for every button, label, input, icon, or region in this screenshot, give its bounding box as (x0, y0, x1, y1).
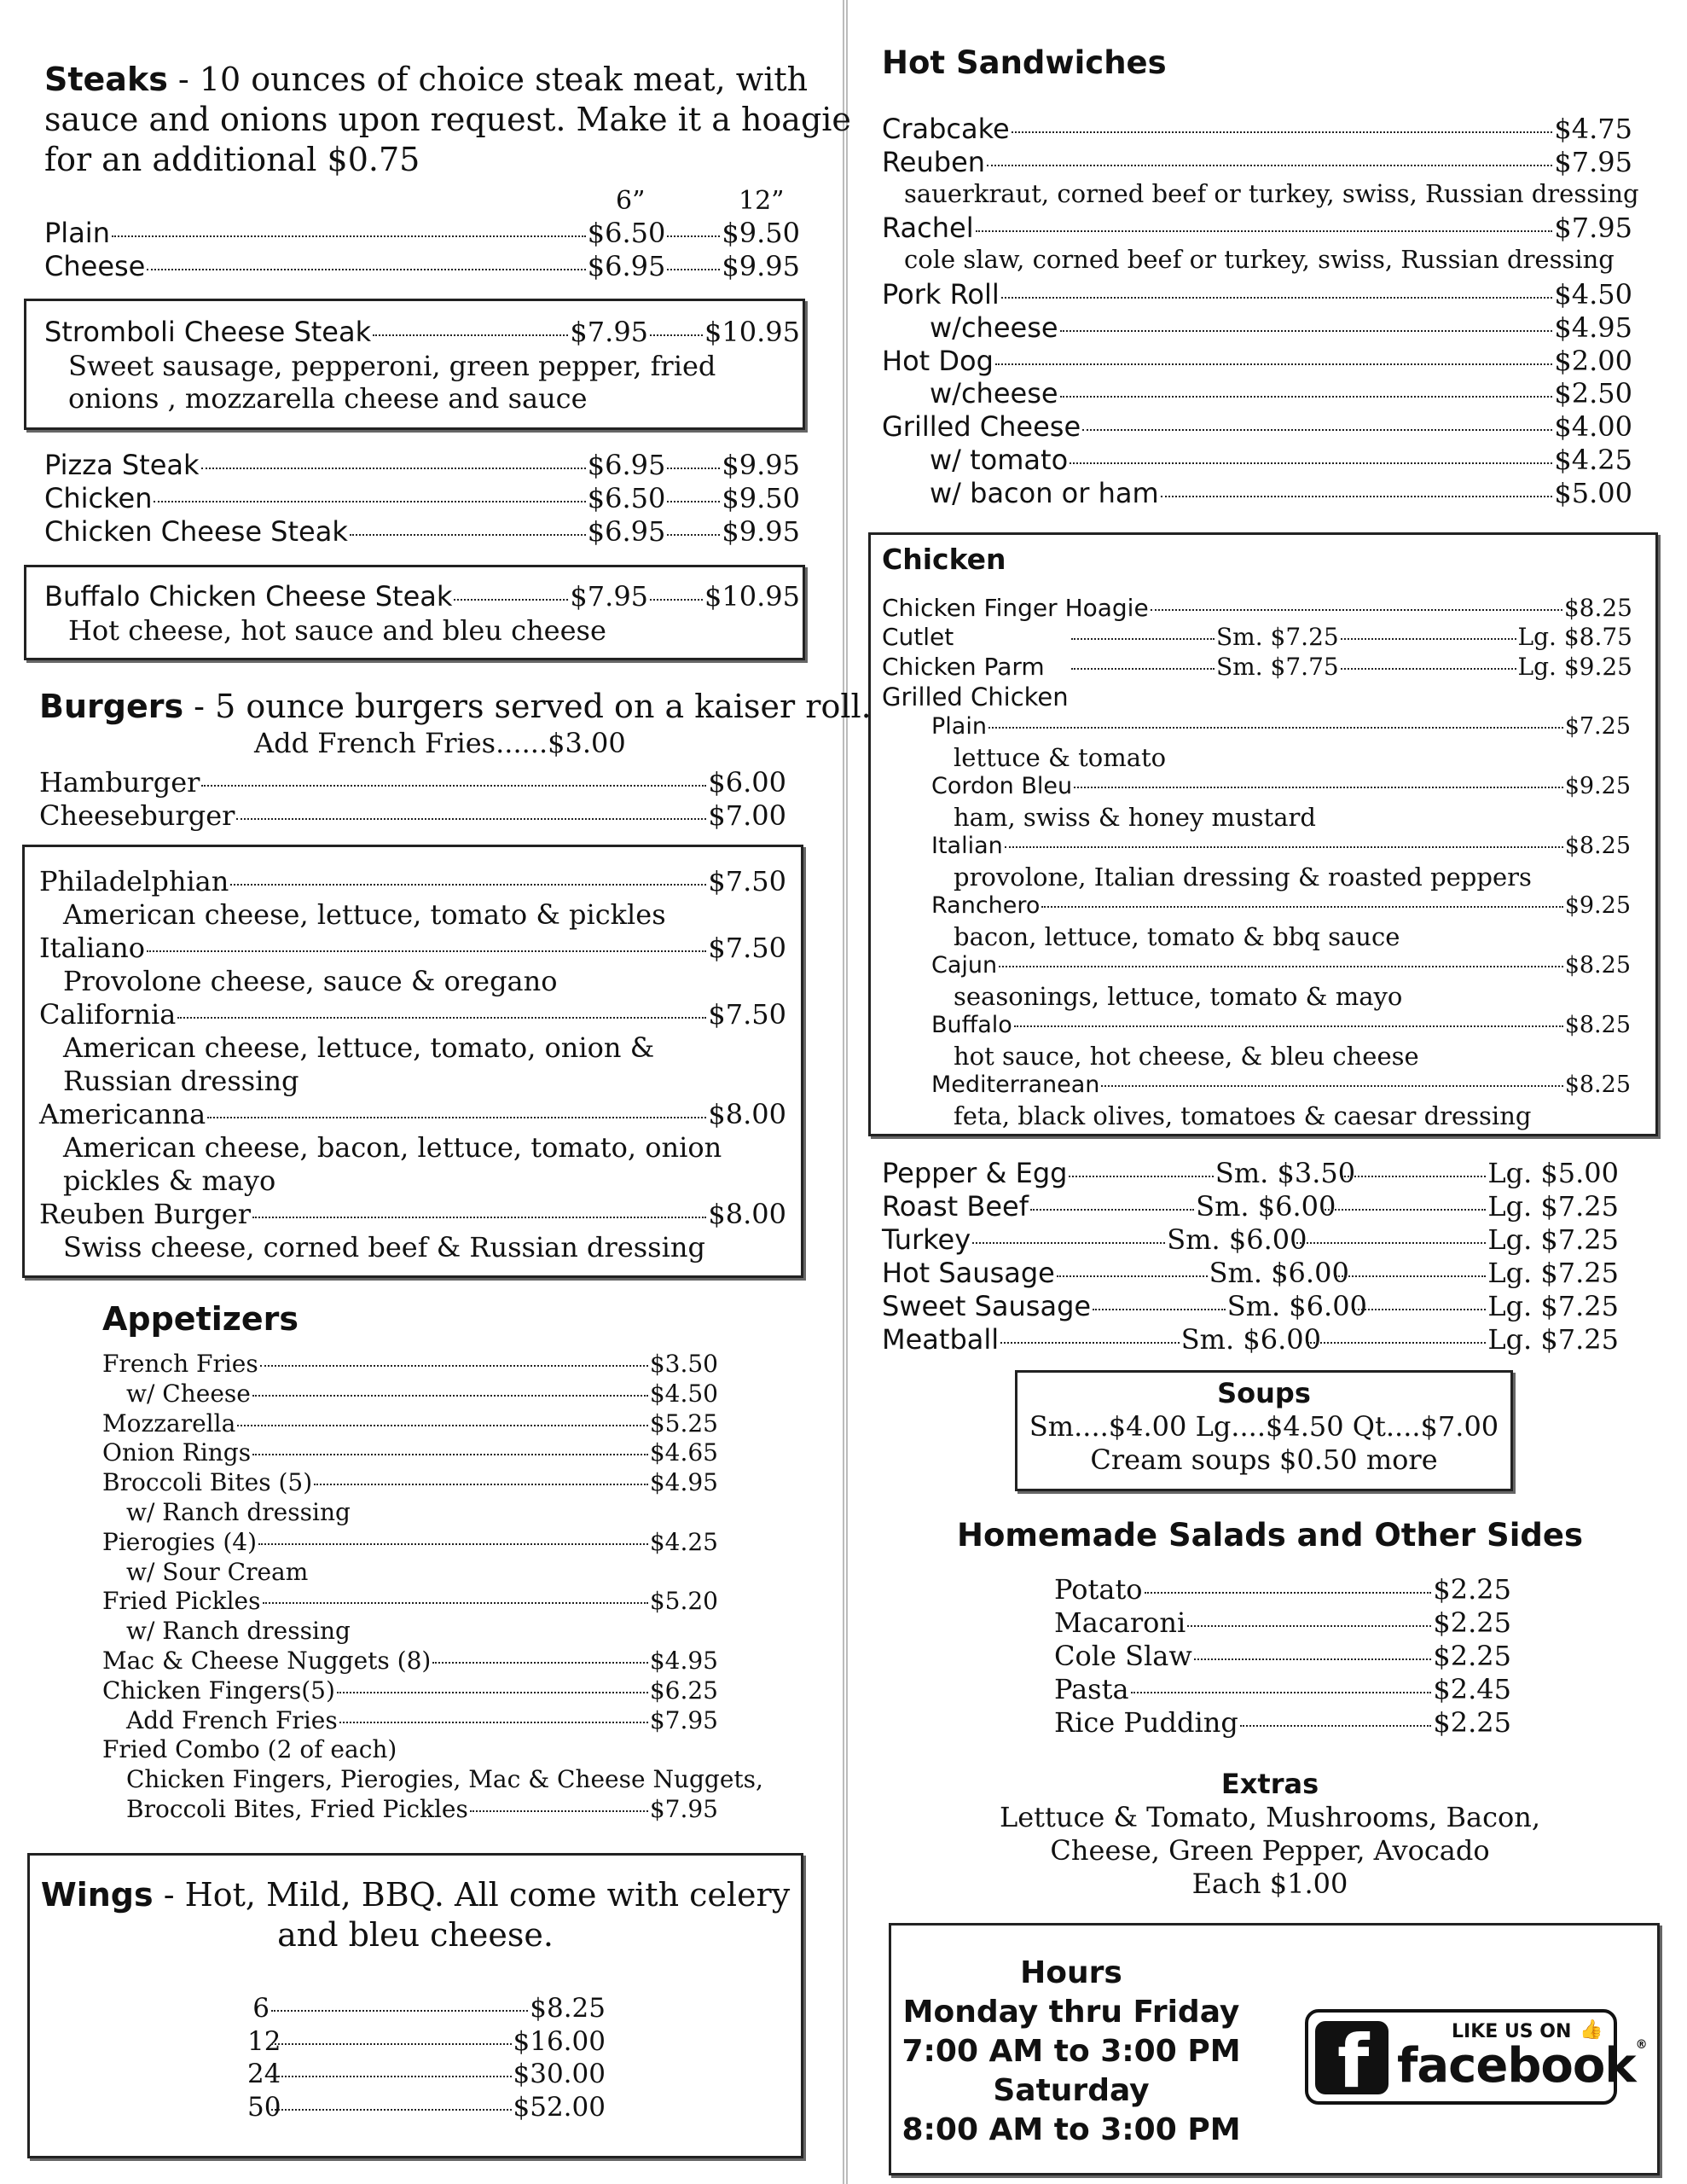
chicken-title: Chicken (882, 543, 1006, 576)
facebook-like-text: LIKE US ON (1452, 2021, 1572, 2042)
steak-item (44, 515, 800, 548)
salad-item-name: Cole Slaw (1054, 1640, 1192, 1672)
appetizer-item-price: $5.25 (649, 1409, 718, 1438)
appetizer-item-price: $4.95 (649, 1468, 718, 1497)
sub-name: Hot Sausage (882, 1257, 1055, 1289)
appetizer-item-name: Broccoli Bites (5) (102, 1468, 313, 1497)
appetizer-note: w/ Ranch dressing (126, 1617, 351, 1646)
chicken-sized-small: Sm. $7.25 (1216, 623, 1339, 651)
salad-item-name: Potato (1054, 1573, 1143, 1606)
steak-item-name: Plain (44, 217, 110, 249)
sub-item (882, 1257, 1619, 1289)
hot-sandwich-item-price: $4.50 (1554, 278, 1632, 311)
specialty-burger-desc: pickles & mayo (63, 1165, 276, 1197)
grilled-chicken-item-name: Buffalo (931, 1012, 1012, 1038)
appetizer-item-name: French Fries (102, 1350, 258, 1378)
buffalo-name: Buffalo Chicken Cheese Steak (44, 580, 453, 613)
hot-sandwiches-title: Hot Sandwiches (882, 44, 1167, 81)
sub-name: Turkey (882, 1223, 971, 1256)
hot-sandwich-item-price: $7.95 (1554, 145, 1632, 178)
hot-sandwich-item-name: Reuben (882, 145, 986, 178)
appetizer-item-price: $4.25 (649, 1527, 718, 1556)
hot-sandwich-item-name: w/ bacon or ham (930, 476, 1159, 509)
appetizer-item (102, 1409, 718, 1438)
hours-line1: Monday thru Friday (902, 1995, 1240, 2030)
salad-item (1054, 1640, 1511, 1672)
salad-item (1054, 1573, 1511, 1606)
steak-item-large: $9.95 (722, 250, 800, 282)
appetizer-item-name: Mac & Cheese Nuggets (8) (102, 1647, 432, 1675)
specialty-burger-name: California (39, 998, 177, 1031)
grilled-chicken-desc: feta, black olives, tomatoes & caesar dressing (954, 1101, 1532, 1130)
extras-content (853, 1768, 1687, 1901)
hot-sandwich-item-name: Pork Roll (882, 278, 1000, 311)
sub-large: Lg. $7.25 (1487, 1323, 1619, 1356)
salad-item-name: Pasta (1054, 1673, 1129, 1705)
specialty-burger-desc: American cheese, bacon, lettuce, tomato, onion (63, 1131, 722, 1164)
specialty-burger-price: $8.00 (708, 1098, 786, 1130)
sub-large: Lg. $7.25 (1487, 1290, 1619, 1322)
specialty-burger-desc: Provolone cheese, sauce & oregano (63, 965, 558, 997)
sub-name: Pepper & Egg (882, 1157, 1068, 1189)
appetizer-item-price: $5.20 (649, 1587, 718, 1616)
steak-item-name: Cheese (44, 250, 146, 282)
steak-item-name: Chicken (44, 482, 153, 514)
sub-item (882, 1190, 1619, 1223)
appetizer-item-name: Onion Rings (102, 1438, 252, 1467)
appetizer-item (102, 1468, 718, 1496)
grilled-chicken-desc: provolone, Italian dressing & roasted peppers (954, 863, 1532, 892)
hours-title: Hours (1020, 1955, 1122, 1990)
hot-sandwich-item-price: $5.00 (1554, 476, 1632, 509)
chicken-sized-large: Lg. $9.25 (1517, 653, 1632, 681)
appetizer-note: w/ Sour Cream (126, 1557, 309, 1586)
wings-item-count: 24 (247, 2059, 281, 2089)
specialty-burger (39, 932, 786, 964)
salad-item-price: $2.25 (1433, 1573, 1511, 1606)
hot-sandwich-item-name: w/cheese (930, 377, 1058, 410)
appetizer-item (102, 1350, 718, 1378)
wings-item (247, 2026, 606, 2057)
specialty-burger-name: Italiano (39, 932, 145, 964)
soups-line1: Sm....$4.00 Lg....$4.50 Qt....$7.00 (1029, 1410, 1499, 1443)
grilled-chicken-item-name: Mediterranean (931, 1072, 1100, 1098)
wings-title: Wings (40, 1876, 154, 1914)
grilled-chicken-item-name: Plain (931, 713, 987, 740)
grilled-chicken-item-price: $8.25 (1564, 1072, 1631, 1098)
grilled-chicken-item (931, 713, 1631, 740)
wings-item (247, 1993, 606, 2024)
steak-item (44, 250, 800, 282)
hours-line4: 8:00 AM to 3:00 PM (901, 2112, 1241, 2147)
facebook-wordmark: facebook® (1397, 2038, 1647, 2094)
sub-item (882, 1223, 1619, 1256)
appetizer-item-price: $6.25 (649, 1676, 718, 1705)
sub-small: Sm. $3.50 (1215, 1157, 1356, 1189)
grilled-chicken-item-price: $8.25 (1564, 1012, 1631, 1038)
stromboli-desc-1: Sweet sausage, pepperoni, green pepper, fried (68, 350, 716, 382)
burger-item-price: $6.00 (708, 766, 786, 799)
thumbs-up-icon: 👍 (1580, 2019, 1603, 2041)
burgers-desc: - 5 ounce burgers served on a kaiser roll. (183, 688, 872, 725)
wings-desc-2: and bleu cheese. (277, 1916, 554, 1954)
appetizer-item (102, 1676, 718, 1705)
grilled-chicken-desc: hot sauce, hot cheese, & bleu cheese (954, 1042, 1419, 1071)
hot-sandwich-item-name: w/cheese (930, 311, 1058, 344)
facebook-like-badge[interactable] (1305, 2009, 1647, 2105)
specialty-burger-price: $7.50 (708, 932, 786, 964)
stromboli-desc (68, 350, 716, 415)
burgers-title: Burgers (39, 688, 184, 725)
chicken-sized-name: Cutlet (882, 623, 954, 651)
size-small-header: 6” (616, 186, 646, 216)
hot-sandwich-item (882, 345, 1632, 377)
appetizer-item-name: Fried Pickles (102, 1587, 261, 1616)
stromboli-large: $10.95 (704, 316, 800, 348)
appetizer-item-price: $3.50 (649, 1350, 718, 1378)
salad-item-price: $2.25 (1433, 1640, 1511, 1672)
salad-item-name: Rice Pudding (1054, 1706, 1238, 1739)
salads-title: Homemade Salads and Other Sides (957, 1517, 1583, 1554)
hot-sandwich-item (930, 477, 1632, 509)
appetizer-item (102, 1528, 718, 1556)
hot-sandwich-desc: cole slaw, corned beef or turkey, swiss, Russian dressing (904, 245, 1615, 275)
appetizer-item-price: $4.50 (649, 1379, 718, 1408)
appetizer-item-name: Broccoli Bites, Fried Pickles (126, 1795, 468, 1823)
appetizer-item (126, 1795, 718, 1823)
grilled-chicken-desc: seasonings, lettuce, tomato & mayo (954, 982, 1403, 1011)
sub-item (882, 1290, 1619, 1322)
hot-sandwich-item-name: Grilled Cheese (882, 410, 1081, 444)
burger-item-name: Hamburger (39, 766, 200, 799)
size-large-header: 12” (739, 186, 785, 216)
burger-item (39, 799, 786, 832)
chicken-sized-item (882, 623, 1632, 651)
appetizer-note: Chicken Fingers, Pierogies, Mac & Cheese Nuggets, (126, 1765, 763, 1794)
steak-item-small: $6.95 (587, 250, 666, 282)
hot-sandwich-item (930, 311, 1632, 344)
appetizer-item-price: $4.65 (649, 1438, 718, 1467)
grilled-chicken-item-price: $9.25 (1564, 892, 1631, 919)
specialty-burger (39, 1098, 786, 1130)
hot-sandwich-item (882, 410, 1632, 443)
chicken-hoagie (882, 594, 1632, 622)
specialty-burger-price: $7.50 (708, 865, 786, 897)
chicken-sized-small: Sm. $7.75 (1216, 653, 1339, 681)
steak-item (44, 217, 800, 249)
specialty-burger-desc: Swiss cheese, corned beef & Russian dressing (63, 1231, 705, 1263)
appetizer-note: Fried Combo (2 of each) (102, 1735, 397, 1764)
wings-item (247, 2092, 606, 2123)
steaks-desc-1: - 10 ounces of choice steak meat, with (167, 61, 809, 98)
hot-sandwich-item (882, 212, 1632, 244)
stromboli-row (44, 316, 800, 348)
hot-sandwich-item-price: $4.75 (1554, 113, 1632, 145)
sub-name: Roast Beef (882, 1190, 1029, 1223)
grilled-chicken-item-name: Cordon Bleu (931, 773, 1073, 799)
salad-item (1054, 1706, 1511, 1739)
burgers-header (39, 688, 872, 725)
steak-item-large: $9.50 (722, 217, 800, 249)
burger-item-price: $7.00 (708, 799, 786, 832)
specialty-burger-name: Americanna (39, 1098, 206, 1130)
steak-item-large: $9.50 (722, 482, 800, 514)
appetizer-item-name: Pierogies (4) (102, 1527, 257, 1556)
grilled-chicken-item-price: $9.25 (1564, 773, 1631, 799)
hours-content (901, 1954, 1242, 2150)
specialty-burger (39, 865, 786, 897)
grilled-chicken-desc: ham, swiss & honey mustard (954, 803, 1316, 832)
appetizer-item-price: $4.95 (649, 1647, 718, 1675)
salad-item (1054, 1606, 1511, 1639)
burgers-addon: Add French Fries......$3.00 (254, 727, 626, 759)
buffalo-desc: Hot cheese, hot sauce and bleu cheese (68, 614, 606, 647)
specialty-burger-name: Reuben Burger (39, 1198, 251, 1230)
sub-item (882, 1157, 1619, 1189)
grilled-chicken-desc: bacon, lettuce, tomato & bbq sauce (954, 922, 1400, 951)
stromboli-small: $7.95 (570, 316, 649, 348)
appetizer-item (102, 1587, 718, 1615)
steak-item-small: $6.50 (587, 482, 666, 514)
steak-item (44, 482, 800, 514)
stromboli-name: Stromboli Cheese Steak (44, 316, 372, 348)
appetizer-item (102, 1438, 718, 1467)
steak-item-small: $6.50 (587, 217, 666, 249)
extras-line2: Cheese, Green Pepper, Avocado (1050, 1834, 1490, 1867)
salad-item-price: $2.25 (1433, 1706, 1511, 1739)
specialty-burger (39, 1198, 786, 1230)
sub-small: Sm. $6.00 (1180, 1323, 1321, 1356)
grilled-chicken-item-name: Ranchero (931, 892, 1041, 919)
extras-line1: Lettuce & Tomato, Mushrooms, Bacon, (999, 1801, 1541, 1833)
steak-item-small: $6.95 (587, 515, 666, 548)
wings-item-price: $30.00 (513, 2059, 606, 2089)
appetizer-item-name: Chicken Fingers(5) (102, 1676, 335, 1705)
steak-item-large: $9.95 (722, 515, 800, 548)
appetizer-item-name: w/ Cheese (126, 1379, 251, 1408)
specialty-burger-name: Philadelphian (39, 865, 229, 897)
buffalo-large: $10.95 (704, 580, 800, 613)
specialty-burger-desc: Russian dressing (63, 1065, 299, 1097)
grilled-chicken-item-name: Cajun (931, 952, 998, 979)
grilled-chicken-label: Grilled Chicken (882, 682, 1069, 712)
grilled-chicken-item (931, 1072, 1631, 1098)
stromboli-desc-2: onions , mozzarella cheese and sauce (68, 382, 588, 415)
hot-sandwich-item-price: $2.50 (1554, 377, 1632, 410)
hot-sandwich-item-name: Hot Dog (882, 344, 994, 377)
grilled-chicken-item (931, 833, 1631, 859)
sub-name: Meatball (882, 1323, 1000, 1356)
steaks-desc-3: for an additional $0.75 (44, 141, 420, 178)
steak-item-large: $9.95 (722, 449, 800, 481)
specialty-burger-price: $7.50 (708, 998, 786, 1031)
extras-title: Extras (1220, 1768, 1319, 1800)
chicken-hoagie-price: $8.25 (1563, 594, 1632, 622)
hot-sandwich-item-price: $7.95 (1554, 212, 1632, 245)
specialty-burger (39, 998, 786, 1031)
column-divider (843, 0, 848, 2184)
wings-item-count: 12 (247, 2025, 281, 2057)
sub-item (882, 1323, 1619, 1356)
appetizer-note: w/ Ranch dressing (126, 1498, 351, 1526)
hot-sandwich-item-price: $4.25 (1554, 444, 1632, 476)
steaks-header (44, 60, 851, 180)
steak-item-name: Pizza Steak (44, 449, 200, 481)
hot-sandwich-item-name: w/ tomato (930, 444, 1069, 476)
specialty-burger-desc: American cheese, lettuce, tomato, onion & (63, 1031, 655, 1064)
wings-item-price: $52.00 (513, 2091, 606, 2123)
chicken-sized-name: Chicken Parm (882, 653, 1045, 681)
buffalo-row (44, 580, 800, 613)
hot-sandwich-item-name: Crabcake (882, 113, 1010, 145)
specialty-burger-price: $8.00 (708, 1198, 786, 1230)
steak-item-name: Chicken Cheese Steak (44, 515, 348, 548)
grilled-chicken-item (931, 1012, 1631, 1038)
steaks-title: Steaks (44, 61, 168, 98)
salad-item-price: $2.25 (1433, 1606, 1511, 1639)
salad-item-price: $2.45 (1433, 1673, 1511, 1705)
wings-item-count: 6 (252, 1993, 270, 2024)
hot-sandwich-item (882, 146, 1632, 178)
specialty-burger-desc: American cheese, lettuce, tomato & pickles (63, 898, 666, 931)
hot-sandwich-item-price: $2.00 (1554, 344, 1632, 377)
sub-large: Lg. $7.25 (1487, 1223, 1620, 1256)
sub-large: Lg. $5.00 (1487, 1157, 1620, 1189)
wings-item-price: $16.00 (513, 2025, 606, 2057)
chicken-sized-item (882, 653, 1632, 681)
hot-sandwich-item-price: $4.00 (1554, 410, 1632, 444)
grilled-chicken-item-price: $8.25 (1564, 833, 1631, 859)
grilled-chicken-item (931, 892, 1631, 919)
sub-small: Sm. $6.00 (1226, 1290, 1367, 1322)
hot-sandwich-item-price: $4.95 (1554, 311, 1632, 344)
wings-item-count: 50 (247, 2091, 281, 2123)
sub-small: Sm. $6.00 (1167, 1223, 1307, 1256)
steak-item (44, 449, 800, 481)
appetizer-item (126, 1380, 718, 1408)
sub-small: Sm. $6.00 (1196, 1190, 1336, 1223)
facebook-f-icon: f (1315, 2021, 1388, 2094)
hot-sandwich-item (882, 278, 1632, 311)
burger-item-name: Cheeseburger (39, 799, 235, 832)
salad-item-name: Macaroni (1054, 1606, 1186, 1639)
buffalo-small: $7.95 (570, 580, 649, 613)
steaks-desc-2: sauce and onions upon request. Make it a hoagie (44, 101, 851, 138)
hot-sandwich-item-name: Rachel (882, 212, 974, 245)
steak-item-small: $6.95 (587, 449, 666, 481)
chicken-hoagie-name: Chicken Finger Hoagie (882, 594, 1149, 622)
grilled-chicken-item-price: $8.25 (1564, 952, 1631, 979)
hours-line2: 7:00 AM to 3:00 PM (901, 2034, 1241, 2069)
appetizer-item (102, 1647, 718, 1675)
appetizer-item (126, 1706, 718, 1734)
soups-title: Soups (1217, 1377, 1311, 1409)
wings-item-price: $8.25 (530, 1993, 606, 2024)
grilled-chicken-desc: lettuce & tomato (954, 743, 1167, 772)
chicken-sized-large: Lg. $8.75 (1517, 623, 1632, 651)
hot-sandwich-item (930, 444, 1632, 476)
sub-large: Lg. $7.25 (1487, 1190, 1619, 1223)
hours-line3: Saturday (993, 2073, 1150, 2108)
hot-sandwich-item (930, 377, 1632, 410)
grilled-chicken-item (931, 773, 1631, 799)
salad-item (1054, 1673, 1511, 1705)
appetizers-title: Appetizers (102, 1300, 299, 1338)
grilled-chicken-item (931, 952, 1631, 979)
hot-sandwich-item (882, 113, 1632, 145)
appetizer-item-name: Mozzarella (102, 1409, 236, 1438)
wings-header (27, 1875, 803, 1955)
grilled-chicken-item-price: $7.25 (1564, 713, 1631, 740)
appetizer-item-name: Add French Fries (126, 1705, 338, 1734)
grilled-chicken-item-name: Italian (931, 833, 1003, 859)
burger-item (39, 766, 786, 799)
wings-item (247, 2059, 606, 2089)
wings-desc-1: - Hot, Mild, BBQ. All come with celery (153, 1876, 791, 1914)
soups-line2: Cream soups $0.50 more (1090, 1443, 1438, 1476)
soups-content (1015, 1377, 1513, 1477)
appetizer-item-price: $7.95 (649, 1705, 718, 1734)
sub-large: Lg. $7.25 (1487, 1257, 1619, 1289)
extras-line3: Each $1.00 (1191, 1867, 1348, 1900)
hot-sandwich-desc: sauerkraut, corned beef or turkey, swiss, Russian dressing (904, 178, 1639, 208)
sub-small: Sm. $6.00 (1209, 1257, 1349, 1289)
appetizer-item-price: $7.95 (649, 1795, 718, 1823)
sub-name: Sweet Sausage (882, 1290, 1092, 1322)
